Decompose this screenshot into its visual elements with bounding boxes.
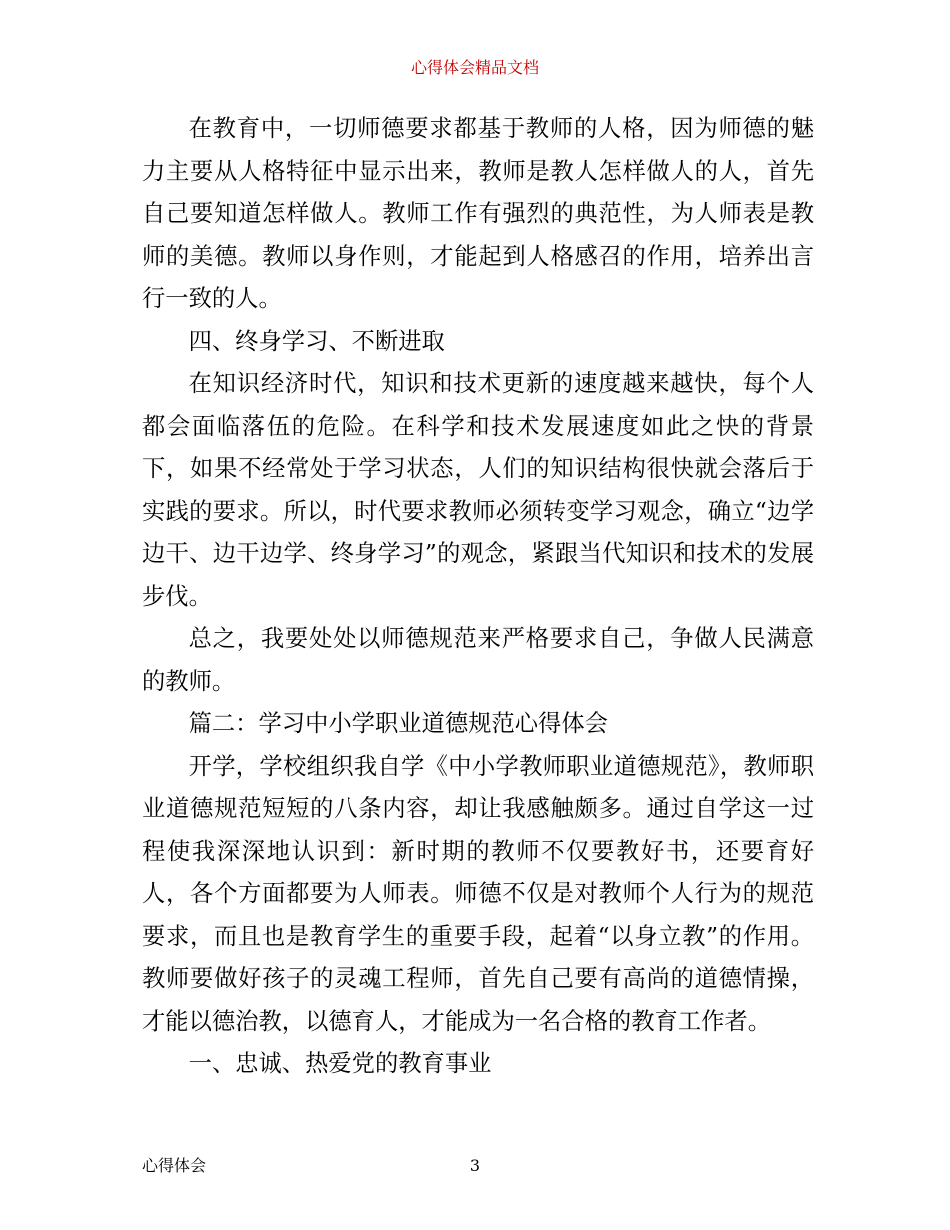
section-heading: 一、忠诚、热爱党的教育事业 — [188, 1050, 492, 1077]
footer-label: 心得体会 — [142, 1156, 207, 1175]
body-paragraph: 在教育中，一切师德要求都基于教师的人格，因为师德的魅力主要从人格特征中显示出来，教师是教人怎样做人的人，首先自己要知道怎样做人。教师工作有强烈的典范性，为人师表是教师的美德。教师以身作则，才能起到人格感召的作用，培养出言行一致的人。 — [142, 115, 814, 312]
document-body — [142, 108, 814, 1086]
body-paragraph: 总之，我要处处以师德规范来严格要求自己，争做人民满意的教师。 — [142, 625, 814, 695]
page-number: 3 — [469, 1156, 481, 1175]
page-header-title: 心得体会精品文档 — [410, 58, 539, 77]
body-paragraph: 开学，学校组织我自学《中小学教师职业道德规范》，教师职业道德规范短短的八条内容，却让我感触颇多。通过自学这一过程使我深深地认识到：新时期的教师不仅要教好书，还要育好人，各个方面都要为人师表。师德不仅是对教师个人行为的规范要求，而且也是教育学生的重要手段，起着“以身立教”的作用。教师要做好孩子的灵魂工程师，首先自己要有高尚的道德情操，才能以德治教，以德育人，才能成为一名合格的教育工作者。 — [142, 752, 814, 1035]
article-heading: 篇二：学习中小学职业道德规范心得体会 — [188, 710, 608, 737]
body-paragraph: 在知识经济时代，知识和技术更新的速度越来越快，每个人都会面临落伍的危险。在科学和技术发展速度如此之快的背景下，如果不经常处于学习状态，人们的知识结构很快就会落后于实践的要求。所以，时代要求教师必须转变学习观念，确立“边学边干、边干边学、终身学习”的观念，紧跟当代知识和技术的发展步伐。 — [142, 370, 814, 610]
section-heading: 四、终身学习、不断进取 — [188, 327, 445, 355]
